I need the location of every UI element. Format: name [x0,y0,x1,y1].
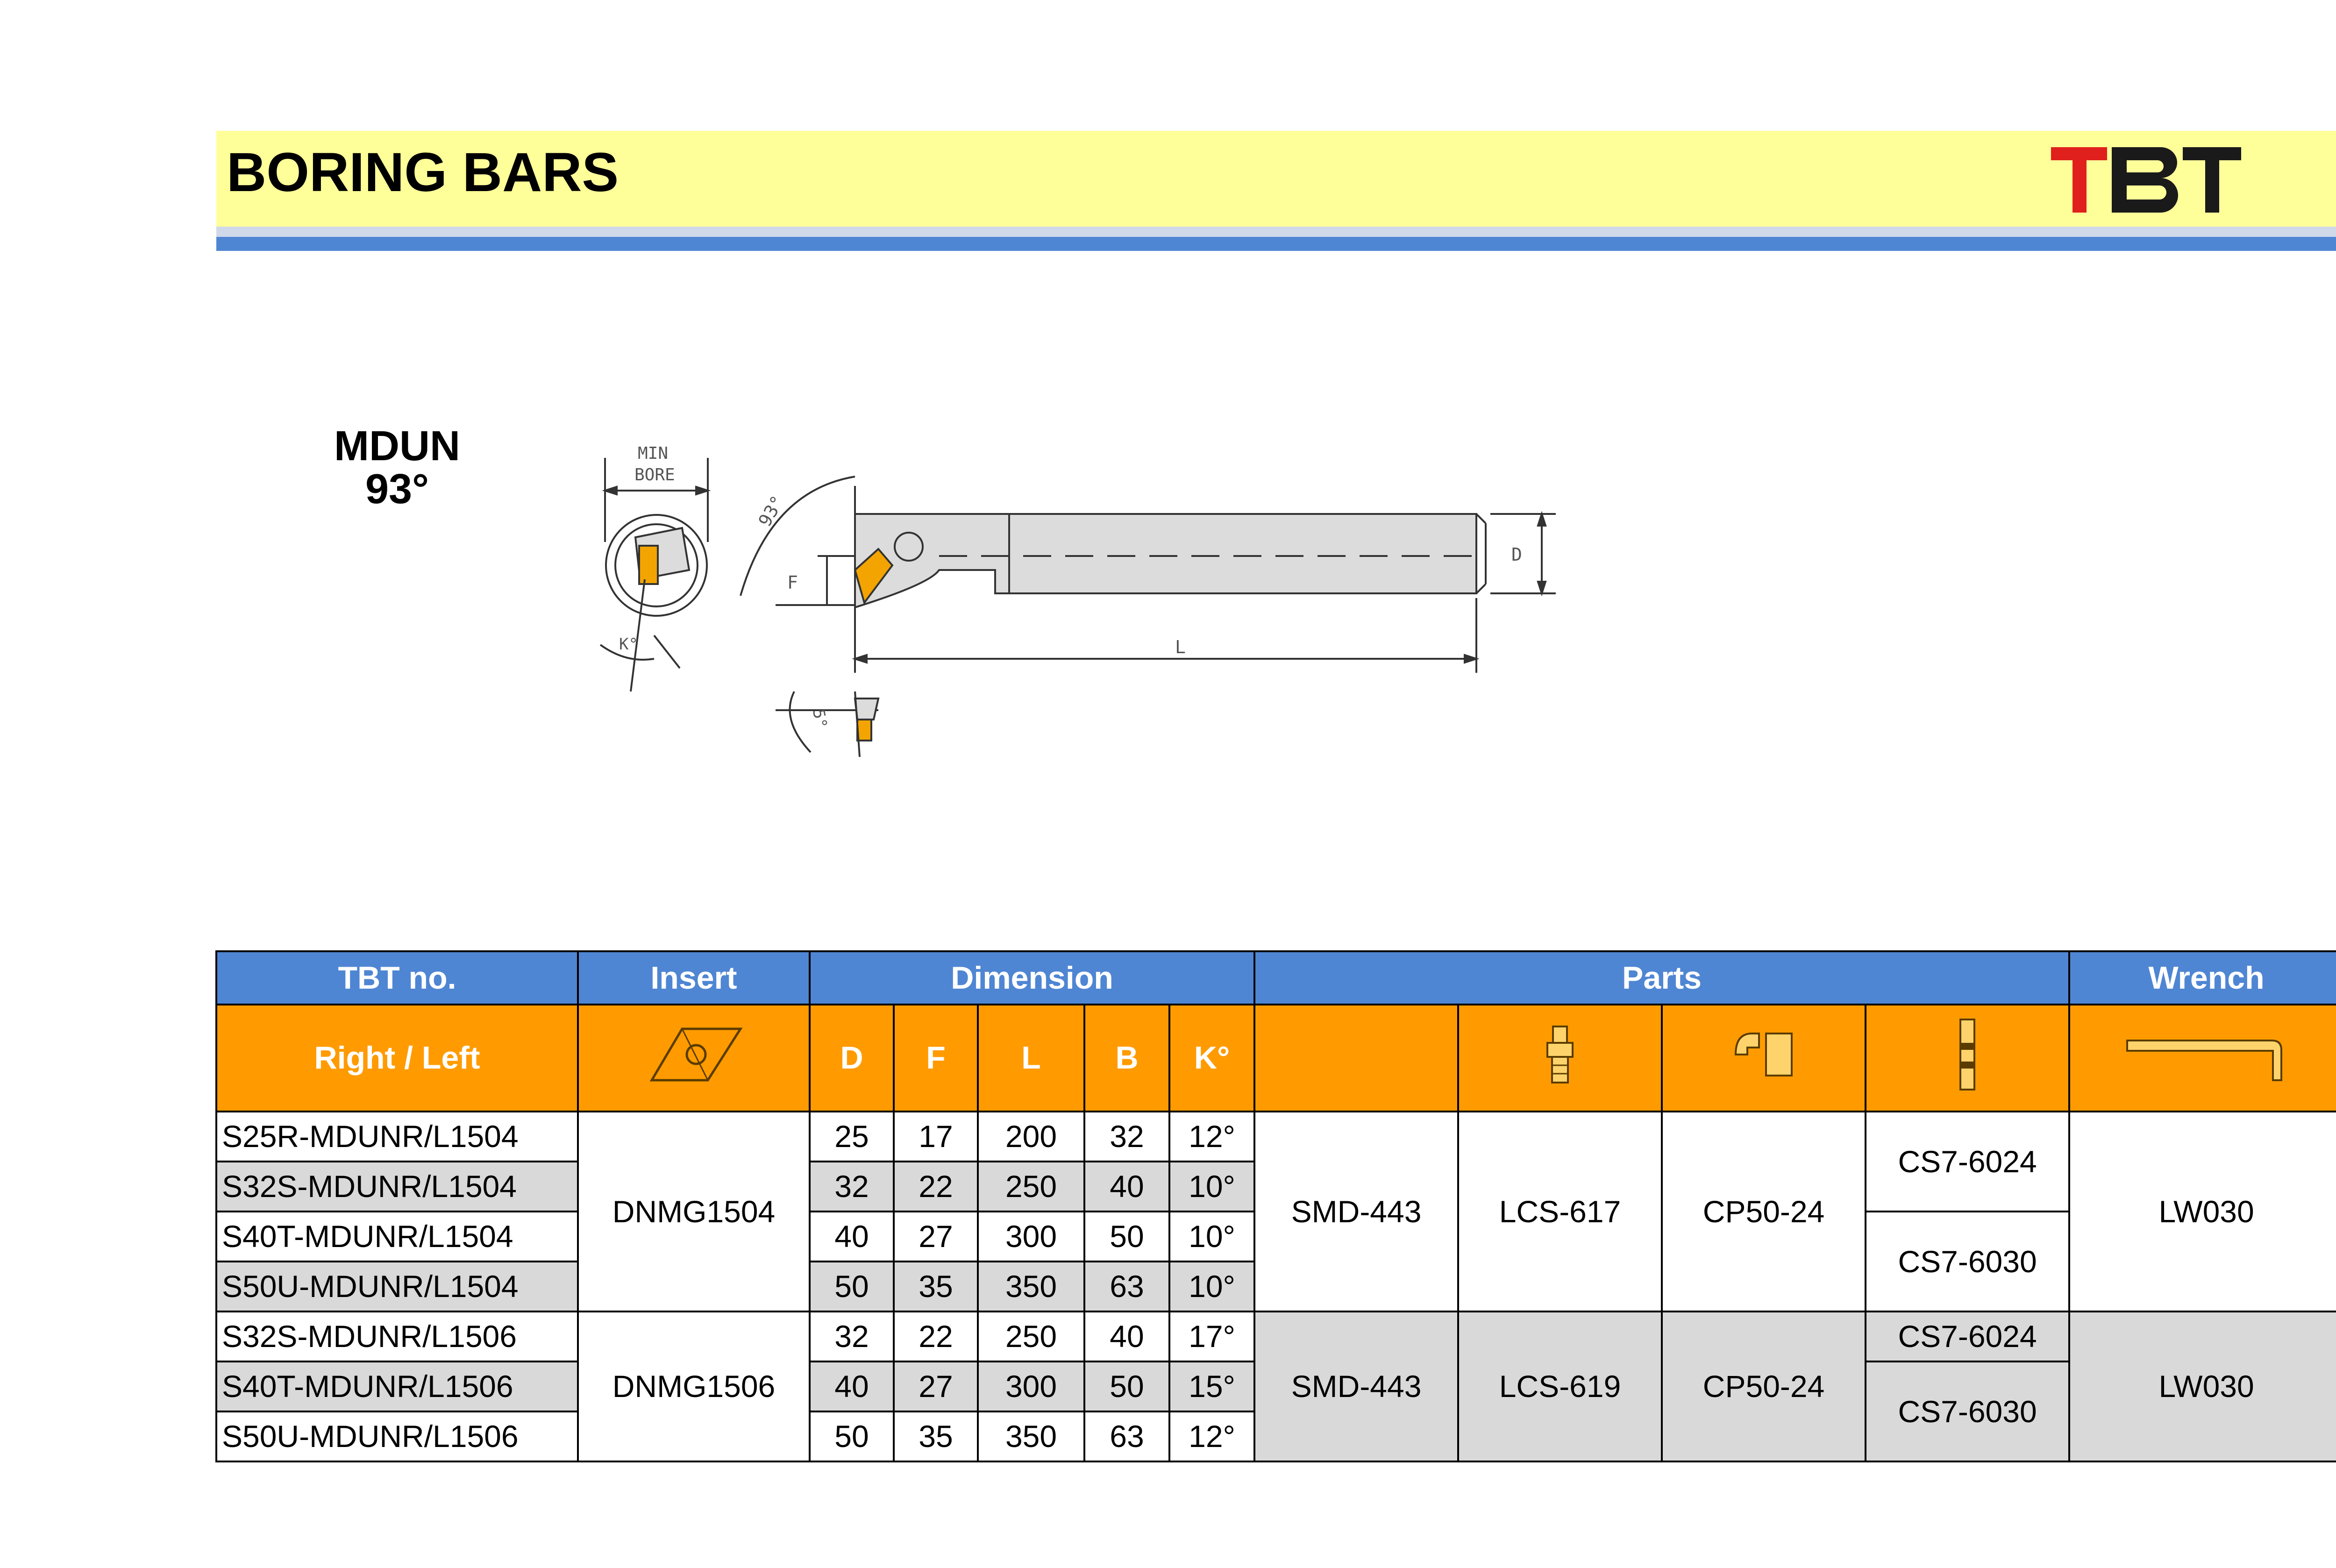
dim-K-cell: 10° [1169,1262,1254,1311]
header-B: B [1084,1005,1169,1112]
min-bore-label-1: MIN [638,444,669,463]
dim-F-cell: 27 [894,1212,978,1262]
f-label: F [787,572,798,593]
wrench-cell: LW030 [2069,1112,2336,1311]
dim-B-cell: 40 [1084,1162,1169,1212]
tbt-no-cell: S40T-MDUNR/L1504 [216,1212,578,1262]
dim-B-cell: 50 [1084,1361,1169,1411]
dim-D-cell: 40 [810,1212,894,1262]
dim-B-cell: 63 [1084,1262,1169,1311]
insert-icon [638,1022,750,1087]
dim-K-cell: 10° [1169,1212,1254,1262]
model-label [290,425,505,511]
page-title: BORING BARS [227,142,619,203]
part1-icon-cell [1254,1005,1458,1112]
header-right-left: Right / Left [216,1005,578,1112]
header-K: K° [1169,1005,1254,1112]
d-label: D [1511,544,1522,565]
clamp-icon [1731,1029,1796,1080]
dim-D-cell: 25 [810,1112,894,1162]
header-divider-blue [216,237,2336,251]
spec-table [215,950,2336,1462]
dim-F-cell: 35 [894,1262,978,1311]
tbt-no-cell: S40T-MDUNR/L1506 [216,1361,578,1411]
header-wrench: Wrench [2069,951,2336,1005]
wrench-cell: LW030 [2069,1311,2336,1461]
pin-icon [1956,1017,1979,1092]
group-header-row [216,951,2336,1005]
dim-B-cell: 32 [1084,1112,1169,1162]
header-tbt-no: TBT no. [216,951,578,1005]
dim-K-cell: 12° [1169,1112,1254,1162]
dim-D-cell: 32 [810,1311,894,1361]
wrench-icon [2122,1022,2291,1087]
tbt-no-cell: S32S-MDUNR/L1504 [216,1162,578,1212]
dim-B-cell: 50 [1084,1212,1169,1262]
dim-L-cell: 300 [978,1361,1084,1411]
dim-L-cell: 350 [978,1262,1084,1311]
header-F: F [894,1005,978,1112]
dim-K-cell: 17° [1169,1311,1254,1361]
tbt-no-cell: S50U-MDUNR/L1506 [216,1411,578,1461]
relief-angle-label: 5° [809,707,831,730]
pin-cell: CS7-6024 [1866,1311,2069,1361]
pin-cell: CS7-6024 [1866,1112,2069,1212]
boring-bar-drawing [575,430,1584,766]
header-divider-light [216,227,2336,237]
k-angle-label: K° [619,635,638,654]
header-insert: Insert [578,951,810,1005]
pin-cell: CS7-6030 [1866,1212,2069,1311]
part1-cell: SMD-443 [1254,1311,1458,1461]
dim-F-cell: 22 [894,1162,978,1212]
dim-F-cell: 17 [894,1112,978,1162]
dim-K-cell: 12° [1169,1411,1254,1461]
dim-L-cell: 200 [978,1112,1084,1162]
approach-angle-label: 93° [754,492,789,530]
dim-L-cell: 350 [978,1411,1084,1461]
min-bore-label-2: BORE [634,465,675,485]
header-parts: Parts [1254,951,2069,1005]
header-dimension: Dimension [810,951,1254,1005]
dim-B-cell: 63 [1084,1411,1169,1461]
tbt-no-cell: S25R-MDUNR/L1504 [216,1112,578,1162]
sub-header-row [216,1005,2336,1112]
clamp-cell: CP50-24 [1662,1311,1866,1461]
dim-K-cell: 15° [1169,1361,1254,1411]
dim-D-cell: 50 [810,1262,894,1311]
tbt-no-cell: S32S-MDUNR/L1506 [216,1311,578,1361]
model-angle: 93° [365,465,429,513]
insert-icon-cell [578,1005,810,1112]
dim-D-cell: 40 [810,1361,894,1411]
model-name: MDUN [334,423,460,470]
dim-L-cell: 300 [978,1212,1084,1262]
tbt-no-cell: S50U-MDUNR/L1504 [216,1262,578,1311]
end-view [600,458,708,691]
dim-D-cell: 50 [810,1411,894,1461]
dim-D-cell: 32 [810,1162,894,1212]
dim-B-cell: 40 [1084,1311,1169,1361]
part1-cell: SMD-443 [1254,1112,1458,1311]
dim-K-cell: 10° [1169,1162,1254,1212]
screw-cell: LCS-619 [1458,1311,1662,1461]
wrench-icon-cell [2069,1005,2336,1112]
insert-cell: DNMG1504 [578,1112,810,1311]
screw-icon-cell [1458,1005,1662,1112]
table-row [216,1311,2336,1361]
screw-cell: LCS-617 [1458,1112,1662,1311]
screw-icon [1544,1024,1576,1085]
pin-cell: CS7-6030 [1866,1361,2069,1461]
insert-cell: DNMG1506 [578,1311,810,1461]
pin-icon-cell [1866,1005,2069,1112]
header-D: D [810,1005,894,1112]
dim-F-cell: 22 [894,1311,978,1361]
tbt-logo [2051,143,2247,217]
dim-L-cell: 250 [978,1311,1084,1361]
dim-L-cell: 250 [978,1162,1084,1212]
clamp-icon-cell [1662,1005,1866,1112]
header-L: L [978,1005,1084,1112]
dim-F-cell: 35 [894,1411,978,1461]
clamp-cell: CP50-24 [1662,1112,1866,1311]
dim-F-cell: 27 [894,1361,978,1411]
l-label: L [1175,637,1186,657]
table-row [216,1112,2336,1162]
